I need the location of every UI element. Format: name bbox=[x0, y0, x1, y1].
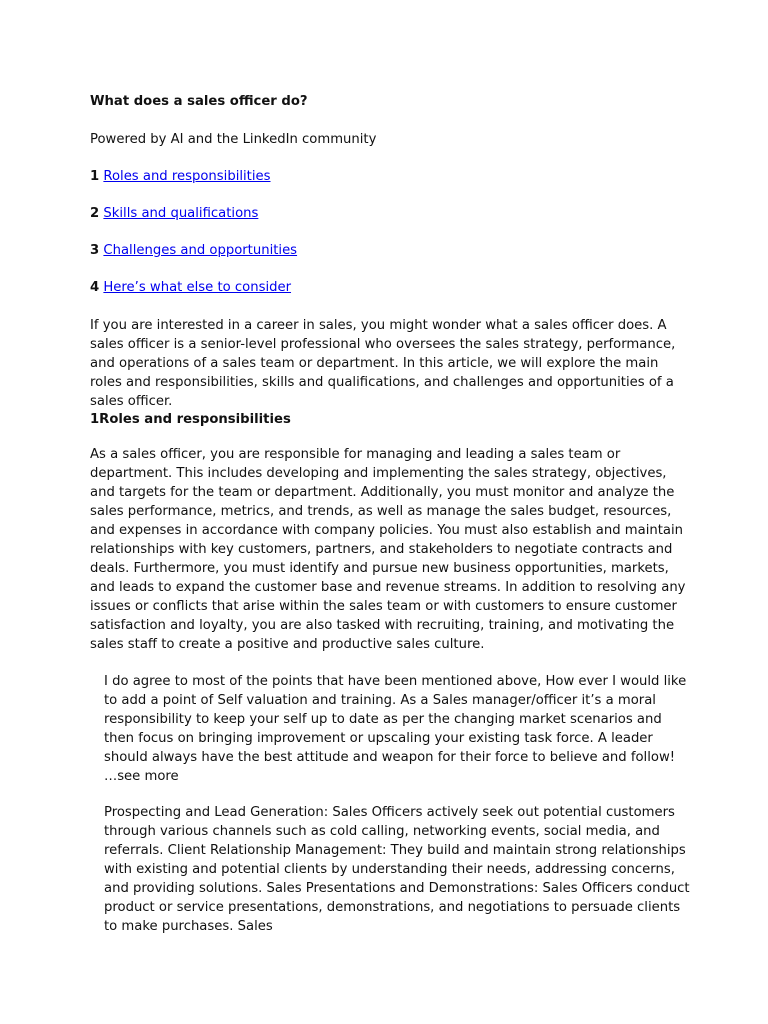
toc-item-3 bbox=[90, 241, 690, 260]
toc-number: 4 bbox=[90, 280, 100, 295]
toc-number: 2 bbox=[90, 206, 100, 221]
intro-paragraph: If you are interested in a career in sales, you might wonder what a sales officer does. A sales officer is a senior-level professional who oversees the sales strategy, performance, and operations of a sales team or department. In this article, we will explore the main roles and responsibilities, skills and qualifications, and challenges and opportunities of a sales officer. bbox=[90, 318, 676, 409]
toc-link-roles[interactable]: Roles and responsibilities bbox=[103, 169, 271, 184]
comment-2 bbox=[104, 803, 694, 934]
table-of-contents bbox=[90, 167, 690, 315]
comment-1 bbox=[104, 672, 694, 786]
toc-item-1 bbox=[90, 167, 690, 186]
section-heading-roles: 1Roles and responsibilities bbox=[90, 412, 291, 427]
toc-link-challenges[interactable]: Challenges and opportunities bbox=[103, 243, 298, 258]
toc-number: 3 bbox=[90, 243, 100, 258]
comment-text: I do agree to most of the points that have been mentioned above, How ever I would like to add a point of Self valuation and training. As a Sales manager/officer it’s a moral responsibility to keep your self up to date as per the changing market scenarios and then focus on bringing improvement or upscaling your existing task force. A leader should always have the best attitude and weapon for their force to believe and follow! bbox=[104, 674, 687, 765]
toc-item-2 bbox=[90, 204, 690, 223]
toc-item-4 bbox=[90, 278, 690, 297]
toc-link-skills[interactable]: Skills and qualifications bbox=[103, 206, 259, 221]
article-title: What does a sales officer do? bbox=[90, 94, 308, 109]
comment-text: Prospecting and Lead Generation: Sales Officers actively seek out potential customers through various channels such as cold calling, networking events, social media, and referrals. Client Relationship Management: They build and maintain strong relationships with existing and potential clients by understanding their needs, addressing concerns, and providing solutions. Sales Presentations and Demonstrations: Sales Officers conduct product or service presentations, demonstrations, and negotiations to persuade clients to make purchases. Sales bbox=[104, 805, 690, 934]
article-byline: Powered by AI and the LinkedIn community bbox=[90, 132, 377, 147]
section-body-roles: As a sales officer, you are responsible for managing and leading a sales team or department. This includes developing and implementing the sales strategy, objectives, and targets for the team or department. Additionally, you must monitor and analyze the sales performance, metrics, and trends, as well as manage the sales budget, resources, and expenses in accordance with company policies. You must also establish and maintain relationships with key customers, partners, and stakeholders to negotiate contracts and deals. Furthermore, you must identify and pursue new business opportunities, markets, and leads to expand the customer base and revenue streams. In addition to resolving any issues or conflicts that arise within the sales team or with customers to ensure customer satisfaction and loyalty, you are also tasked with recruiting, training, and motivating the sales staff to create a positive and productive sales culture. bbox=[90, 447, 686, 652]
toc-number: 1 bbox=[90, 169, 100, 184]
see-more-link[interactable]: …see more bbox=[104, 769, 179, 784]
toc-link-else[interactable]: Here’s what else to consider bbox=[103, 280, 292, 295]
